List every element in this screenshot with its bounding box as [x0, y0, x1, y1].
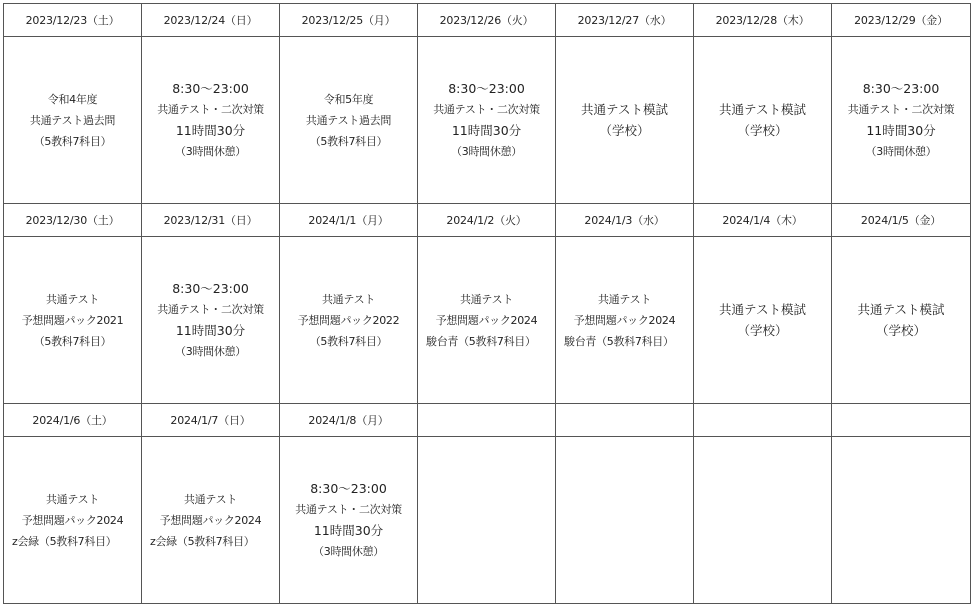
cell-line: 8:30～23:00	[862, 81, 940, 96]
cell-line: （学校）	[737, 123, 788, 138]
cell-line: （5教科7科目）	[33, 134, 112, 148]
cell-line: 共通テスト・二次対策	[157, 103, 264, 116]
date-cell: 2023/12/31（日）	[142, 204, 280, 237]
cell-line: （学校）	[875, 323, 926, 338]
date-cell-empty	[832, 404, 971, 437]
date-cell-empty	[694, 404, 832, 437]
cell-line: 共通テスト	[459, 292, 514, 306]
cell-line: 共通テスト	[597, 292, 652, 306]
cell-line: 駿台青（5教科7科目）	[564, 334, 674, 348]
cell-line: 予想問題パック2024	[573, 313, 676, 327]
schedule-cell	[280, 237, 418, 404]
cell-line: （5教科7科目）	[309, 334, 388, 348]
cell-line: 予想問題パック2021	[21, 313, 124, 327]
schedule-cell	[694, 237, 832, 404]
cell-line: 共通テスト模試	[718, 302, 806, 317]
schedule-row	[4, 437, 971, 604]
cell-line: （3時間休憩）	[865, 145, 937, 158]
cell-line: 共通テスト	[45, 492, 100, 506]
cell-line: 予想問題パック2024	[21, 513, 124, 527]
date-cell: 2024/1/3（水）	[556, 204, 694, 237]
schedule-cell	[556, 237, 694, 404]
cell-line: z会緑（5教科7科目）	[150, 534, 255, 548]
schedule-row	[4, 37, 971, 204]
cell-line: （5教科7科目）	[309, 134, 388, 148]
schedule-cell	[418, 37, 556, 204]
date-cell: 2023/12/27（水）	[556, 4, 694, 37]
date-cell: 2024/1/5（金）	[832, 204, 971, 237]
date-cell: 2024/1/1（月）	[280, 204, 418, 237]
cell-line: 8:30～23:00	[448, 81, 525, 96]
cell-line: z会緑（5教科7科目）	[12, 534, 117, 548]
cell-line: 共通テスト	[321, 292, 376, 306]
cell-line: 令和4年度	[47, 92, 98, 106]
cell-line: 駿台青（5教科7科目）	[426, 334, 536, 348]
cell-line: （学校）	[737, 323, 788, 338]
date-header-row	[4, 204, 971, 237]
cell-line: 予想問題パック2022	[297, 313, 400, 327]
schedule-table	[3, 3, 971, 604]
cell-line: 11時間30分	[313, 523, 384, 538]
schedule-cell	[280, 37, 418, 204]
cell-line: （3時間休憩）	[175, 345, 246, 358]
date-cell: 2024/1/8（月）	[280, 404, 418, 437]
date-cell: 2024/1/6（土）	[4, 404, 142, 437]
date-cell-empty	[418, 404, 556, 437]
cell-line: 共通テスト模試	[718, 102, 806, 117]
date-cell: 2023/12/30（土）	[4, 204, 142, 237]
cell-line: 11時間30分	[175, 323, 246, 338]
date-cell: 2023/12/24（日）	[142, 4, 280, 37]
cell-line: 共通テスト	[183, 492, 238, 506]
date-cell: 2023/12/26（火）	[418, 4, 556, 37]
schedule-cell-empty	[418, 437, 556, 604]
cell-line: 共通テスト・二次対策	[295, 503, 402, 516]
cell-line: 11時間30分	[866, 123, 936, 138]
date-cell-empty	[556, 404, 694, 437]
date-cell: 2023/12/23（土）	[4, 4, 142, 37]
schedule-cell	[142, 437, 280, 604]
cell-line: （学校）	[599, 123, 650, 138]
schedule-cell-empty	[832, 437, 971, 604]
schedule-cell	[4, 437, 142, 604]
cell-line: 令和5年度	[323, 92, 374, 106]
cell-line: 共通テスト	[45, 292, 100, 306]
cell-line: （5教科7科目）	[33, 334, 112, 348]
cell-line: 共通テスト過去問	[29, 113, 116, 127]
cell-line: 共通テスト過去問	[305, 113, 392, 127]
cell-line: （3時間休憩）	[175, 145, 246, 158]
cell-line: 8:30～23:00	[172, 81, 249, 96]
cell-line: 共通テスト模試	[580, 102, 668, 117]
cell-line: 共通テスト・二次対策	[157, 303, 264, 316]
cell-line: （3時間休憩）	[313, 545, 384, 558]
schedule-cell	[142, 37, 280, 204]
schedule-cell	[832, 37, 971, 204]
schedule-cell	[142, 237, 280, 404]
schedule-cell	[4, 37, 142, 204]
schedule-cell	[694, 37, 832, 204]
date-cell: 2023/12/29（金）	[832, 4, 971, 37]
schedule-cell	[832, 237, 971, 404]
schedule-cell	[280, 437, 418, 604]
date-header-row	[4, 4, 971, 37]
schedule-cell-empty	[556, 437, 694, 604]
date-header-row	[4, 404, 971, 437]
cell-line: 8:30～23:00	[172, 281, 249, 296]
date-cell: 2024/1/2（火）	[418, 204, 556, 237]
schedule-cell	[4, 237, 142, 404]
date-cell: 2024/1/4（木）	[694, 204, 832, 237]
schedule-cell	[556, 37, 694, 204]
cell-line: （3時間休憩）	[451, 145, 522, 158]
cell-line: 予想問題パック2024	[435, 313, 538, 327]
schedule-cell	[418, 237, 556, 404]
cell-line: 予想問題パック2024	[159, 513, 262, 527]
schedule-cell-empty	[694, 437, 832, 604]
cell-line: 11時間30分	[451, 123, 522, 138]
cell-line: 共通テスト・二次対策	[847, 103, 955, 116]
date-cell: 2023/12/28（木）	[694, 4, 832, 37]
cell-line: 11時間30分	[175, 123, 246, 138]
cell-line: 共通テスト・二次対策	[433, 103, 540, 116]
date-cell: 2023/12/25（月）	[280, 4, 418, 37]
schedule-row	[4, 237, 971, 404]
cell-line: 共通テスト模試	[857, 302, 945, 317]
date-cell: 2024/1/7（日）	[142, 404, 280, 437]
cell-line: 8:30～23:00	[310, 481, 387, 496]
